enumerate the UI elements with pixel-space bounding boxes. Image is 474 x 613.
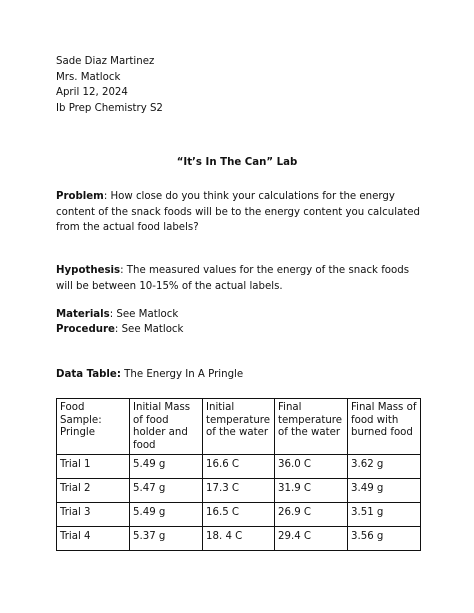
table-cell: Trial 2 xyxy=(57,479,130,503)
table-cell: 16.6 C xyxy=(203,455,275,479)
data-table-label: Data Table: xyxy=(56,369,121,380)
table-row xyxy=(57,455,421,479)
table-cell: 18. 4 C xyxy=(203,527,275,551)
energy-data-table xyxy=(56,398,421,551)
procedure-line xyxy=(56,322,421,338)
table-header-cell: Food Sample: Pringle xyxy=(57,399,130,455)
data-table-caption-text: The Energy In A Pringle xyxy=(120,369,244,380)
table-row xyxy=(57,503,421,527)
hypothesis-paragraph xyxy=(56,263,421,294)
table-cell: 5.37 g xyxy=(130,527,203,551)
student-name: Sade Diaz Martinez xyxy=(56,56,155,67)
problem-text: : How close do you think your calculations for the energy content of the snack foods will be to the energy content you calculated from the actual food labels? xyxy=(56,191,420,233)
table-cell: 3.49 g xyxy=(348,479,421,503)
table-header-cell: Initial temperature of the water xyxy=(203,399,275,455)
procedure-label: Procedure xyxy=(56,324,115,335)
materials-line xyxy=(56,307,421,323)
student-header xyxy=(56,54,163,116)
table-cell: 3.56 g xyxy=(348,527,421,551)
table-cell: 3.62 g xyxy=(348,455,421,479)
table-cell: 5.49 g xyxy=(130,455,203,479)
table-cell: Trial 1 xyxy=(57,455,130,479)
procedure-text: : See Matlock xyxy=(114,324,184,335)
table-cell: 26.9 C xyxy=(275,503,348,527)
document-date: April 12, 2024 xyxy=(56,87,128,98)
table-cell: 29.4 C xyxy=(275,527,348,551)
table-row xyxy=(57,527,421,551)
table-header-cell: Final temperature of the water xyxy=(275,399,348,455)
table-header-row xyxy=(57,399,421,455)
hypothesis-label: Hypothesis xyxy=(56,265,121,276)
materials-label: Materials xyxy=(56,309,110,320)
table-cell: 17.3 C xyxy=(203,479,275,503)
table-cell: 36.0 C xyxy=(275,455,348,479)
table-cell: 5.47 g xyxy=(130,479,203,503)
table-row xyxy=(57,479,421,503)
lab-title: “It’s In The Can” Lab xyxy=(176,157,298,168)
materials-text: : See Matlock xyxy=(109,309,179,320)
course-name: Ib Prep Chemistry S2 xyxy=(56,102,163,114)
table-cell: 5.49 g xyxy=(130,503,203,527)
table-cell: Trial 3 xyxy=(57,503,130,527)
problem-paragraph xyxy=(56,189,421,236)
teacher-name: Mrs. Matlock xyxy=(56,71,121,83)
data-table-caption xyxy=(56,367,421,383)
table-header-cell: Final Mass of food with burned food xyxy=(348,399,421,455)
hypothesis-text: : The measured values for the energy of the snack foods will be between 10-15% of the actual labels. xyxy=(56,265,410,292)
table-header-cell: Initial Mass of food holder and food xyxy=(130,399,203,455)
table-cell: 31.9 C xyxy=(275,479,348,503)
table-cell: 16.5 C xyxy=(203,503,275,527)
table-cell: Trial 4 xyxy=(57,527,130,551)
table-cell: 3.51 g xyxy=(348,503,421,527)
problem-label: Problem xyxy=(56,191,104,202)
